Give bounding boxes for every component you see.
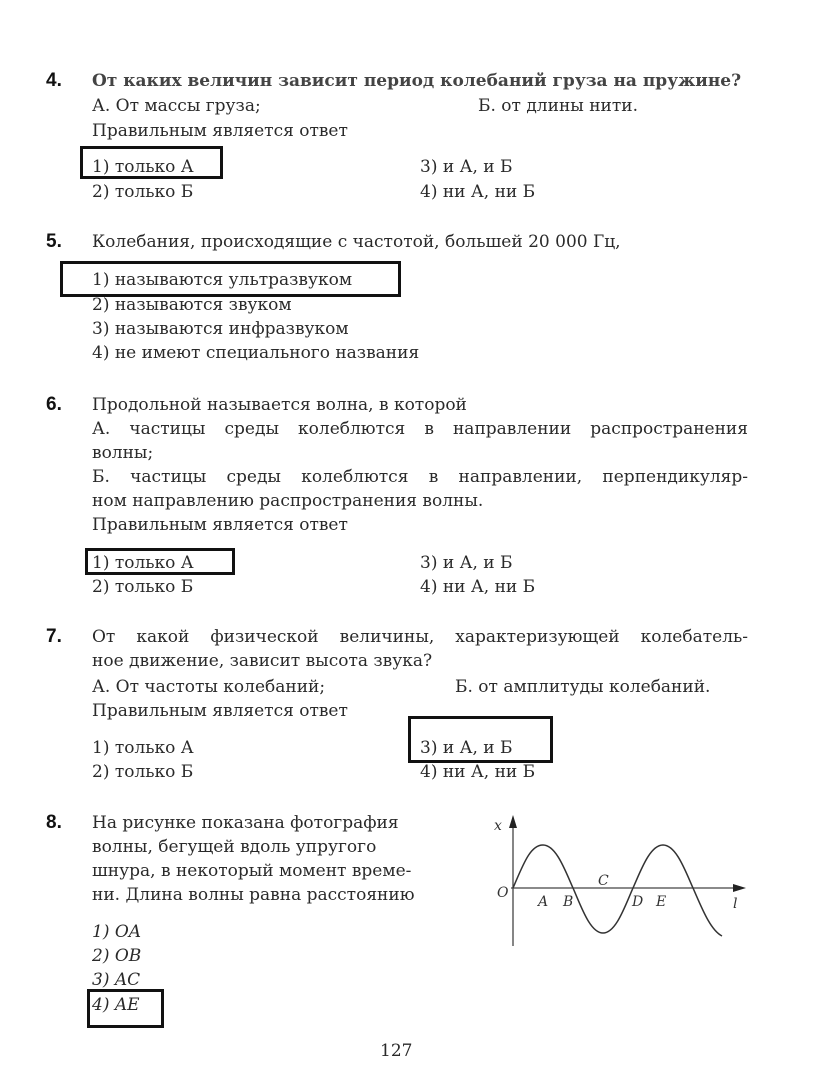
question-text: От какой физической величины, характеризующей колебатель-: [92, 627, 748, 647]
option-2[interactable]: 2) только Б: [92, 577, 194, 597]
option-2[interactable]: 2) называются звуком: [92, 295, 292, 315]
point-label-c: C: [598, 873, 609, 889]
x-axis-label: l: [733, 896, 738, 912]
statement-b: Б. частицы среды колеблются в направлении, перпендикуляр-: [92, 467, 748, 487]
statement-b: Б. от амплитуды колебаний.: [455, 677, 711, 697]
option-1[interactable]: 1) OA: [92, 922, 142, 942]
option-2[interactable]: 2) OB: [92, 946, 142, 966]
statement-a: А. частицы среды колеблются в направлении распространения: [92, 419, 748, 439]
option-2[interactable]: 2) только Б: [92, 182, 194, 202]
statement-b: Б. от длины нити.: [478, 96, 639, 116]
option-4[interactable]: 4) ни А, ни Б: [420, 762, 536, 782]
statement-a-cont: волны;: [92, 443, 154, 463]
question-text: Колебания, происходящие с частотой, большей 20 000 Гц,: [92, 232, 621, 252]
option-1[interactable]: 1) только А: [92, 157, 194, 177]
option-3[interactable]: 3) и А, и Б: [420, 738, 513, 758]
y-axis-label: x: [494, 818, 502, 834]
question-text-cont: ное движение, зависит высота звука?: [92, 651, 433, 671]
point-label-d: D: [632, 894, 644, 910]
question-number: 8.: [46, 812, 62, 833]
statement-b-cont: ном направлению распространения волны.: [92, 491, 484, 511]
option-4[interactable]: 4) AE: [92, 995, 140, 1015]
question-number: 7.: [46, 626, 62, 647]
question-number: 5.: [46, 231, 62, 252]
option-3[interactable]: 3) и А, и Б: [420, 157, 513, 177]
point-label-a: A: [538, 894, 549, 910]
option-1[interactable]: 1) называются ультразвуком: [92, 270, 353, 290]
answer-prompt: Правильным является ответ: [92, 701, 348, 721]
option-3[interactable]: 3) и А, и Б: [420, 553, 513, 573]
page-number: 127: [380, 1041, 413, 1061]
point-label-b: B: [563, 894, 574, 910]
statement-a: А. От массы груза;: [92, 96, 261, 116]
option-4[interactable]: 4) ни А, ни Б: [420, 182, 536, 202]
question-number: 6.: [46, 394, 62, 415]
option-3[interactable]: 3) называются инфразвуком: [92, 319, 349, 339]
question-text: От каких величин зависит период колебаний груза на пружине?: [92, 71, 742, 91]
option-1[interactable]: 1) только А: [92, 738, 194, 758]
question-text: Продольной называется волна, в которой: [92, 395, 467, 415]
option-1[interactable]: 1) только А: [92, 553, 194, 573]
question-text-line: ни. Длина волны равна расстоянию: [92, 885, 415, 905]
question-text-line: На рисунке показана фотография: [92, 813, 399, 833]
answer-prompt: Правильным является ответ: [92, 121, 348, 141]
option-4[interactable]: 4) ни А, ни Б: [420, 577, 536, 597]
wave-curve: [513, 845, 722, 936]
question-text-line: шнура, в некоторый момент време-: [92, 861, 412, 881]
point-label-e: E: [656, 894, 667, 910]
statement-a: А. От частоты колебаний;: [92, 677, 326, 697]
origin-label: O: [497, 885, 509, 901]
answer-prompt: Правильным является ответ: [92, 515, 348, 535]
option-2[interactable]: 2) только Б: [92, 762, 194, 782]
option-4[interactable]: 4) не имеют специального названия: [92, 343, 420, 363]
x-axis-arrow-icon: [733, 884, 746, 892]
option-3[interactable]: 3) AC: [92, 970, 141, 990]
question-number: 4.: [46, 70, 62, 91]
question-text-line: волны, бегущей вдоль упругого: [92, 837, 377, 857]
y-axis-arrow-icon: [509, 815, 517, 828]
